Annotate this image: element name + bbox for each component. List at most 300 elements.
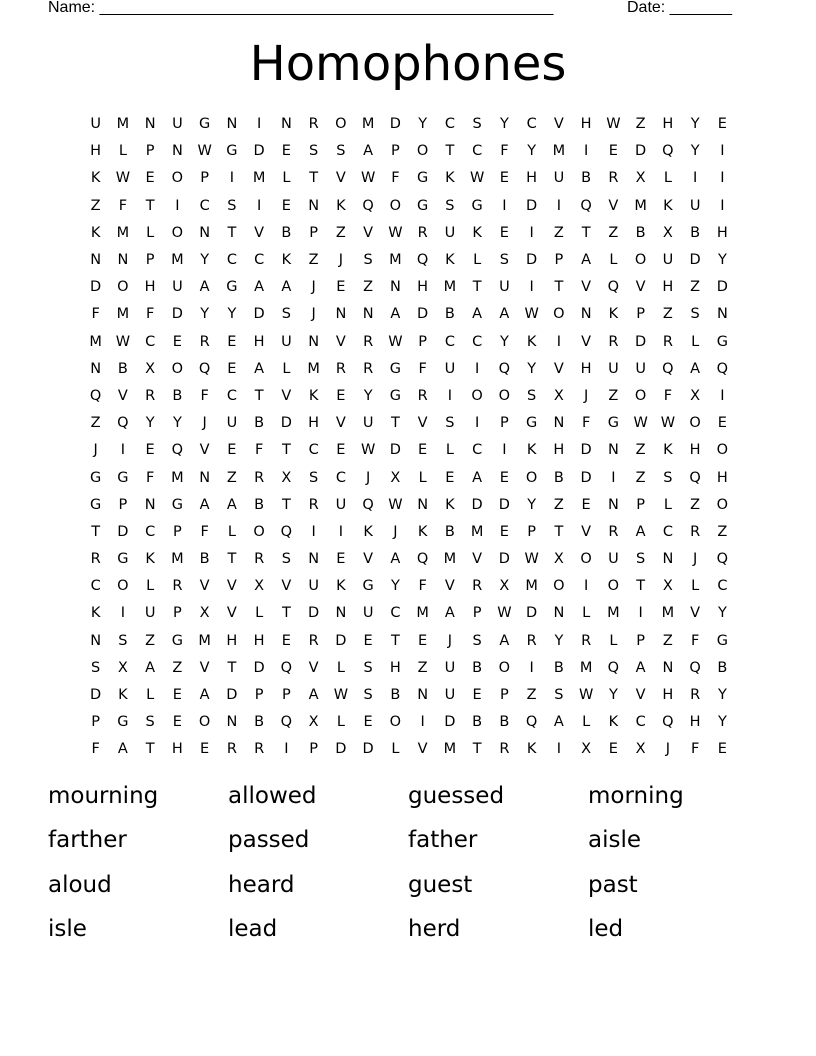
grid-letter[interactable]: Z (335, 224, 346, 241)
grid-letter[interactable]: U (172, 279, 183, 296)
grid-letter[interactable]: C (145, 523, 156, 540)
grid-letter[interactable]: N (389, 279, 401, 296)
grid-letter[interactable]: T (281, 605, 291, 622)
grid-letter[interactable]: L (609, 632, 618, 649)
grid-letter[interactable]: G (117, 714, 129, 731)
grid-letter[interactable]: D (280, 415, 292, 432)
grid-letter[interactable]: I (120, 605, 126, 622)
grid-letter[interactable]: V (635, 687, 646, 704)
grid-letter[interactable]: U (444, 224, 456, 241)
grid-letter[interactable]: B (281, 224, 292, 241)
grid-letter[interactable]: C (145, 333, 156, 350)
grid-letter[interactable]: D (635, 143, 647, 160)
grid-letter[interactable]: V (308, 659, 319, 676)
grid-letter[interactable]: W (388, 224, 403, 241)
grid-letter[interactable]: M (389, 252, 402, 269)
grid-letter[interactable]: N (90, 632, 102, 649)
grid-letter[interactable]: Z (635, 442, 646, 459)
grid-letter[interactable]: Z (690, 279, 701, 296)
grid-letter[interactable]: S (363, 659, 373, 676)
grid-letter[interactable]: E (717, 741, 727, 758)
grid-letter[interactable]: Q (362, 197, 374, 214)
grid-letter[interactable]: N (553, 605, 565, 622)
grid-letter[interactable]: C (308, 442, 319, 459)
grid-letter[interactable]: Z (662, 632, 673, 649)
grid-letter[interactable]: C (472, 143, 483, 160)
grid-letter[interactable]: Z (608, 387, 619, 404)
grid-letter[interactable]: O (634, 387, 647, 404)
grid-letter[interactable]: K (417, 523, 428, 540)
grid-letter[interactable]: V (635, 279, 646, 296)
grid-letter[interactable]: J (583, 387, 589, 404)
grid-letter[interactable]: P (636, 306, 645, 323)
grid-letter[interactable]: A (390, 306, 401, 323)
grid-letter[interactable]: G (716, 333, 728, 350)
grid-letter[interactable]: I (256, 116, 262, 133)
grid-letter[interactable]: M (89, 333, 102, 350)
grid-letter[interactable]: S (363, 252, 373, 269)
grid-letter[interactable]: Z (226, 469, 237, 486)
grid-letter[interactable]: J (365, 469, 371, 486)
grid-letter[interactable]: I (502, 197, 507, 214)
grid-letter[interactable]: K (663, 442, 673, 459)
grid-letter[interactable]: M (171, 469, 184, 486)
grid-letter[interactable]: Z (717, 523, 728, 540)
grid-letter[interactable]: D (526, 197, 538, 214)
grid-letter[interactable]: B (472, 659, 483, 676)
grid-letter[interactable]: P (500, 415, 509, 432)
grid-letter[interactable]: X (690, 387, 701, 404)
grid-letter[interactable]: V (581, 279, 592, 296)
grid-letter[interactable]: Q (662, 714, 674, 731)
grid-letter[interactable]: W (360, 170, 376, 187)
grid-letter[interactable]: I (447, 387, 453, 404)
grid-letter[interactable]: B (254, 714, 265, 731)
grid-letter[interactable]: T (554, 279, 564, 296)
grid-letter[interactable]: V (417, 415, 428, 432)
grid-letter[interactable]: P (91, 714, 100, 731)
grid-letter[interactable]: T (281, 496, 291, 513)
grid-letter[interactable]: Y (363, 387, 373, 404)
grid-letter[interactable]: X (254, 578, 265, 595)
grid-letter[interactable]: U (90, 116, 101, 133)
grid-letter[interactable]: Q (198, 360, 211, 377)
grid-letter[interactable]: A (308, 687, 319, 704)
grid-letter[interactable]: V (226, 578, 237, 595)
grid-letter[interactable]: V (281, 578, 292, 595)
grid-letter[interactable]: F (690, 741, 700, 758)
grid-letter[interactable]: G (362, 578, 374, 595)
grid-letter[interactable]: P (309, 224, 318, 241)
grid-letter[interactable]: H (662, 116, 674, 133)
grid-letter[interactable]: A (254, 279, 265, 296)
grid-letter[interactable]: C (226, 252, 237, 269)
grid-letter[interactable]: C (335, 469, 346, 486)
grid-letter[interactable]: F (581, 415, 591, 432)
grid-letter[interactable]: J (311, 279, 316, 296)
grid-letter[interactable]: P (636, 632, 645, 649)
grid-letter[interactable]: A (581, 252, 592, 269)
grid-letter[interactable]: O (498, 659, 511, 676)
grid-letter[interactable]: E (145, 442, 155, 459)
grid-letter[interactable]: C (472, 442, 483, 459)
grid-letter[interactable]: G (526, 415, 538, 432)
grid-letter[interactable]: P (118, 496, 128, 513)
grid-letter[interactable]: Q (280, 523, 293, 540)
grid-letter[interactable]: N (226, 116, 238, 133)
grid-letter[interactable]: N (90, 252, 102, 269)
grid-letter[interactable]: G (417, 197, 429, 214)
grid-letter[interactable]: I (556, 197, 562, 214)
grid-letter[interactable]: D (362, 741, 374, 758)
grid-letter[interactable]: B (254, 415, 265, 432)
grid-letter[interactable]: W (360, 442, 376, 459)
grid-letter[interactable]: T (227, 659, 237, 676)
grid-letter[interactable]: N (199, 469, 211, 486)
grid-letter[interactable]: E (499, 170, 509, 187)
grid-letter[interactable]: N (716, 306, 728, 323)
grid-letter[interactable]: B (635, 224, 646, 241)
grid-letter[interactable]: J (393, 523, 398, 540)
grid-letter[interactable]: O (553, 306, 565, 323)
grid-letter[interactable]: B (553, 469, 564, 486)
grid-letter[interactable]: A (199, 496, 210, 513)
grid-letter[interactable]: T (281, 442, 291, 459)
grid-letter[interactable]: M (470, 523, 484, 540)
grid-letter[interactable]: G (417, 170, 429, 187)
grid-letter[interactable]: X (308, 714, 319, 731)
grid-letter[interactable]: H (171, 741, 183, 758)
grid-letter[interactable]: S (145, 714, 155, 731)
grid-letter[interactable]: R (581, 632, 592, 649)
grid-letter[interactable]: Y (145, 415, 155, 432)
grid-letter[interactable]: X (553, 551, 564, 568)
grid-letter[interactable]: D (389, 442, 401, 459)
grid-letter[interactable]: Q (689, 659, 701, 676)
grid-letter[interactable]: C (390, 605, 401, 622)
grid-letter[interactable]: R (499, 741, 510, 758)
grid-letter[interactable]: E (172, 714, 182, 731)
grid-letter[interactable]: W (578, 687, 594, 704)
grid-letter[interactable]: J (338, 252, 344, 269)
grid-letter[interactable]: X (635, 170, 646, 187)
grid-letter[interactable]: A (117, 741, 128, 758)
grid-letter[interactable]: S (472, 116, 482, 133)
grid-letter[interactable]: H (689, 714, 701, 731)
grid-letter[interactable]: K (336, 578, 346, 595)
grid-letter[interactable]: L (336, 659, 345, 676)
grid-letter[interactable]: M (525, 578, 538, 595)
grid-letter[interactable]: G (117, 469, 129, 486)
grid-letter[interactable]: M (198, 632, 211, 649)
grid-letter[interactable]: H (90, 143, 102, 160)
grid-letter[interactable]: E (608, 741, 618, 758)
grid-letter[interactable]: I (474, 415, 480, 432)
grid-letter[interactable]: V (117, 387, 128, 404)
grid-letter[interactable]: A (281, 279, 292, 296)
grid-letter[interactable]: I (720, 387, 725, 404)
grid-letter[interactable]: A (499, 306, 510, 323)
grid-letter[interactable]: E (499, 523, 509, 540)
grid-letter[interactable]: S (336, 143, 346, 160)
grid-letter[interactable]: V (226, 605, 237, 622)
grid-letter[interactable]: B (499, 714, 510, 731)
grid-letter[interactable]: K (118, 687, 128, 704)
grid-letter[interactable]: T (309, 170, 319, 187)
grid-letter[interactable]: Z (172, 659, 183, 676)
grid-letter[interactable]: J (447, 632, 453, 649)
grid-letter[interactable]: O (716, 442, 729, 459)
grid-letter[interactable]: P (391, 143, 400, 160)
grid-letter[interactable]: K (90, 605, 101, 622)
grid-letter[interactable]: W (333, 687, 349, 704)
grid-letter[interactable]: B (690, 224, 701, 241)
grid-letter[interactable]: P (309, 741, 318, 758)
grid-letter[interactable]: G (171, 496, 183, 513)
grid-letter[interactable]: O (117, 279, 129, 296)
grid-letter[interactable]: K (663, 197, 673, 214)
grid-letter[interactable]: P (527, 523, 536, 540)
grid-letter[interactable]: R (662, 333, 673, 350)
grid-letter[interactable]: A (472, 469, 483, 486)
grid-letter[interactable]: K (308, 387, 319, 404)
grid-letter[interactable]: L (445, 442, 454, 459)
grid-letter[interactable]: U (172, 116, 183, 133)
grid-letter[interactable]: P (282, 687, 291, 704)
grid-letter[interactable]: I (583, 578, 589, 595)
grid-letter[interactable]: S (445, 415, 455, 432)
grid-letter[interactable]: T (254, 387, 264, 404)
grid-letter[interactable]: B (254, 496, 265, 513)
grid-letter[interactable]: E (281, 143, 291, 160)
grid-letter[interactable]: V (444, 578, 455, 595)
grid-letter[interactable]: S (636, 551, 646, 568)
grid-letter[interactable]: H (662, 279, 674, 296)
grid-letter[interactable]: O (607, 578, 620, 595)
grid-letter[interactable]: G (389, 360, 401, 377)
grid-letter[interactable]: L (582, 605, 591, 622)
grid-letter[interactable]: D (689, 252, 701, 269)
grid-letter[interactable]: X (145, 360, 156, 377)
grid-letter[interactable]: Y (527, 496, 537, 513)
grid-letter[interactable]: U (608, 551, 619, 568)
grid-letter[interactable]: D (226, 687, 238, 704)
grid-letter[interactable]: E (281, 197, 291, 214)
grid-letter[interactable]: S (227, 197, 237, 214)
grid-letter[interactable]: D (471, 496, 483, 513)
grid-letter[interactable]: Q (716, 360, 729, 377)
grid-letter[interactable]: D (498, 496, 510, 513)
grid-letter[interactable]: L (418, 469, 427, 486)
grid-letter[interactable]: T (145, 741, 155, 758)
grid-letter[interactable]: U (444, 659, 456, 676)
grid-letter[interactable]: Q (280, 659, 293, 676)
grid-letter[interactable]: D (90, 687, 102, 704)
grid-letter[interactable]: U (362, 605, 374, 622)
grid-letter[interactable]: N (662, 659, 674, 676)
grid-letter[interactable]: L (118, 143, 127, 160)
grid-letter[interactable]: L (227, 523, 236, 540)
grid-letter[interactable]: U (335, 496, 347, 513)
grid-letter[interactable]: I (284, 741, 289, 758)
grid-letter[interactable]: V (690, 605, 701, 622)
grid-letter[interactable]: Y (690, 116, 700, 133)
grid-letter[interactable]: E (336, 551, 346, 568)
grid-letter[interactable]: N (90, 360, 102, 377)
grid-letter[interactable]: R (690, 687, 701, 704)
grid-letter[interactable]: T (390, 632, 400, 649)
grid-letter[interactable]: L (336, 714, 345, 731)
grid-letter[interactable]: L (146, 224, 155, 241)
grid-letter[interactable]: E (200, 741, 210, 758)
grid-letter[interactable]: F (91, 741, 100, 758)
grid-letter[interactable]: O (580, 551, 592, 568)
grid-letter[interactable]: K (445, 170, 455, 187)
grid-letter[interactable]: P (636, 496, 645, 513)
grid-letter[interactable]: Y (690, 143, 700, 160)
grid-letter[interactable]: R (608, 333, 619, 350)
grid-letter[interactable]: O (553, 578, 565, 595)
grid-letter[interactable]: O (716, 496, 729, 513)
grid-letter[interactable]: U (608, 360, 619, 377)
grid-letter[interactable]: E (717, 415, 727, 432)
grid-letter[interactable]: E (145, 170, 155, 187)
grid-letter[interactable]: D (253, 306, 265, 323)
grid-letter[interactable]: Z (635, 116, 646, 133)
grid-letter[interactable]: M (661, 605, 675, 622)
grid-letter[interactable]: Y (418, 116, 428, 133)
grid-letter[interactable]: Z (526, 687, 537, 704)
grid-letter[interactable]: R (363, 360, 374, 377)
grid-letter[interactable]: N (335, 306, 347, 323)
grid-letter[interactable]: O (525, 469, 538, 486)
grid-letter[interactable]: A (199, 687, 210, 704)
grid-letter[interactable]: Q (607, 279, 620, 296)
grid-letter[interactable]: L (282, 360, 291, 377)
grid-letter[interactable]: L (609, 252, 618, 269)
grid-letter[interactable]: D (253, 659, 265, 676)
grid-letter[interactable]: O (416, 143, 429, 160)
grid-letter[interactable]: C (635, 714, 646, 731)
grid-letter[interactable]: E (227, 333, 237, 350)
grid-letter[interactable]: I (420, 714, 425, 731)
grid-letter[interactable]: E (418, 632, 428, 649)
grid-letter[interactable]: H (144, 279, 156, 296)
grid-letter[interactable]: U (226, 415, 238, 432)
grid-letter[interactable]: P (554, 252, 564, 269)
grid-letter[interactable]: M (607, 605, 620, 622)
grid-letter[interactable]: N (308, 333, 320, 350)
grid-letter[interactable]: U (499, 279, 510, 296)
grid-letter[interactable]: W (469, 170, 485, 187)
grid-letter[interactable]: B (199, 551, 210, 568)
grid-letter[interactable]: Q (716, 551, 729, 568)
grid-letter[interactable]: Y (200, 306, 210, 323)
grid-letter[interactable]: Q (416, 551, 429, 568)
grid-letter[interactable]: X (499, 578, 510, 595)
grid-letter[interactable]: D (389, 116, 401, 133)
grid-letter[interactable]: B (390, 687, 401, 704)
grid-letter[interactable]: U (689, 197, 701, 214)
grid-letter[interactable]: D (417, 306, 429, 323)
grid-letter[interactable]: Z (308, 252, 319, 269)
grid-letter[interactable]: B (472, 714, 483, 731)
grid-letter[interactable]: Y (527, 360, 537, 377)
grid-letter[interactable]: G (226, 279, 238, 296)
grid-letter[interactable]: I (529, 224, 534, 241)
grid-letter[interactable]: H (716, 224, 728, 241)
grid-letter[interactable]: X (553, 387, 564, 404)
grid-letter[interactable]: V (553, 360, 564, 377)
grid-letter[interactable]: H (580, 360, 592, 377)
grid-letter[interactable]: X (117, 659, 128, 676)
grid-letter[interactable]: K (445, 496, 455, 513)
grid-letter[interactable]: W (633, 415, 648, 432)
grid-letter[interactable]: V (608, 197, 619, 214)
grid-letter[interactable]: D (635, 333, 647, 350)
grid-letter[interactable]: V (363, 224, 374, 241)
grid-letter[interactable]: Y (717, 687, 727, 704)
grid-letter[interactable]: Y (200, 252, 210, 269)
grid-letter[interactable]: Q (689, 469, 701, 486)
grid-letter[interactable]: N (417, 496, 429, 513)
grid-letter[interactable]: M (443, 279, 457, 296)
grid-letter[interactable]: Q (607, 659, 620, 676)
grid-letter[interactable]: C (526, 116, 537, 133)
grid-letter[interactable]: I (556, 741, 562, 758)
grid-letter[interactable]: N (362, 306, 374, 323)
grid-letter[interactable]: G (199, 116, 211, 133)
grid-letter[interactable]: T (581, 224, 591, 241)
grid-letter[interactable]: U (635, 360, 646, 377)
grid-letter[interactable]: E (499, 469, 509, 486)
grid-letter[interactable]: Z (90, 197, 101, 214)
grid-letter[interactable]: T (636, 578, 646, 595)
grid-letter[interactable]: K (608, 306, 619, 323)
grid-letter[interactable]: V (363, 551, 374, 568)
grid-letter[interactable]: E (281, 632, 291, 649)
grid-letter[interactable]: N (607, 496, 619, 513)
grid-letter[interactable]: O (498, 387, 511, 404)
grid-letter[interactable]: C (199, 197, 210, 214)
grid-letter[interactable]: A (690, 360, 701, 377)
grid-letter[interactable]: W (197, 143, 212, 160)
grid-letter[interactable]: O (389, 197, 402, 214)
grid-letter[interactable]: E (172, 333, 182, 350)
grid-letter[interactable]: A (553, 714, 564, 731)
grid-letter[interactable]: K (363, 523, 373, 540)
grid-letter[interactable]: F (200, 523, 209, 540)
grid-letter[interactable]: U (662, 252, 674, 269)
grid-letter[interactable]: Y (717, 252, 727, 269)
grid-letter[interactable]: O (253, 523, 265, 540)
grid-letter[interactable]: Z (662, 306, 673, 323)
grid-letter[interactable]: X (390, 469, 401, 486)
grid-letter[interactable]: T (91, 523, 101, 540)
grid-letter[interactable]: A (199, 279, 210, 296)
grid-letter[interactable]: T (227, 551, 237, 568)
name-field[interactable]: Name: ___________________________________________________ (48, 0, 554, 16)
grid-letter[interactable]: G (90, 469, 102, 486)
grid-letter[interactable]: P (145, 252, 155, 269)
grid-letter[interactable]: L (663, 496, 672, 513)
grid-letter[interactable]: E (499, 224, 509, 241)
grid-letter[interactable]: Q (662, 360, 674, 377)
grid-letter[interactable]: Y (227, 306, 237, 323)
grid-letter[interactable]: A (444, 605, 455, 622)
grid-letter[interactable]: L (691, 578, 700, 595)
grid-letter[interactable]: D (580, 442, 592, 459)
